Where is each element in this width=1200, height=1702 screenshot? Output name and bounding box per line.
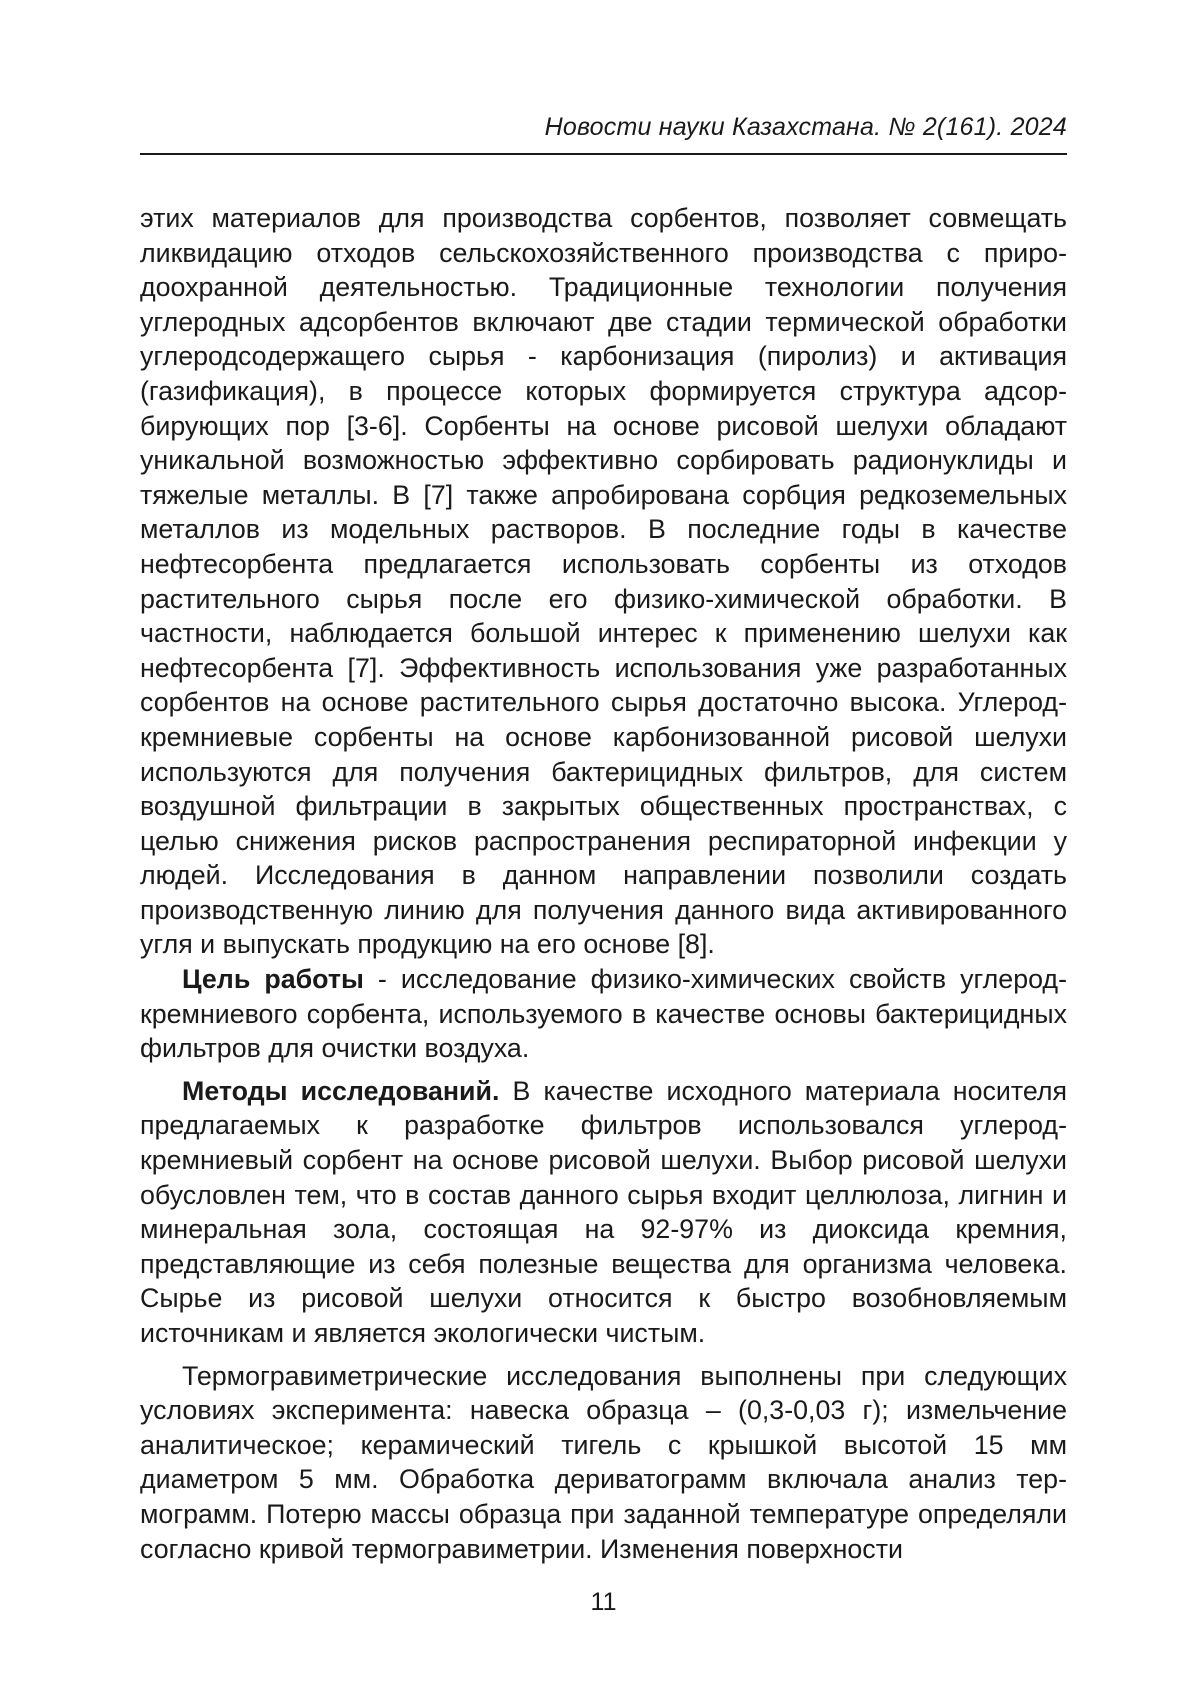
goal-text: - исследование физико-химических свойств угле­род-кремниевого сорбента, используемого в качестве основы бакте­рицидных фильтров для очистки воздуха.: [140, 964, 1067, 1063]
methods-text: В качестве исходного материала но­сителя предлагаемых к разработке фильтров использовался угле­род-кремниевый сорбент на основе рисовой шелухи. Выбор рисовой шелухи обусловлен тем, что в состав данного сырья входит целлюло­за, лигнин и минеральная зола, состоящая на 92-97% из диоксида кремния, представляющие из себя полезные вещества для организ­ма человека. Сырье из рисовой шелухи относится к быстро возобнов­ляемым источникам и является экологически чистым.: [140, 1076, 1067, 1348]
paragraph-sorbents: этих материалов для производства сорбентов, позволяет совмещать ликвидацию отходов сельскохозяйственного производства с приро­доохранной деятельностью. Традиционные технологии получения углеродных адсорбентов включают две стадии термической обработ­ки углеродсодержащего сырья - карбонизация (пиролиз) и активация (газификация), в процессе которых формируется структура адсор­бирующих пор [3-6]. Сорбенты на основе рисовой шелухи обладают уникальной возможностью эффективно сорбировать радионуклиды и тяжелые металлы. В [7] также апробирована сорбция редкоземель­ных металлов из модельных растворов. В последние годы в каче­стве нефтесорбента предлагается использовать сорбенты из отхо­дов растительного сырья после его физико-химической обработки. В частности, наблюдается большой интерес к применению шелухи как нефтесорбента [7]. Эффективность использования уже разработан­ных сорбентов на основе растительного сырья достаточно высока. Углерод-кремниевые сорбенты на основе карбонизованной рисовой шелухи используются для получения бактерицидных фильтров, для систем воздушной фильтрации в закрытых общественных простран­ствах, с целью снижения рисков распространения респираторной инфекции у людей. Исследования в данном направлении позволили создать производственную линию для получения данного вида акти­вированного угля и выпускать продукцию на его основе [8].: [140, 201, 1067, 962]
paragraph-thermogravimetry: Термогравиметрические исследования выполнены при следую­щих условиях эксперимента: навеска образца – (0,3-0,03 г); измель­чение аналитическое; керамический тигель с крышкой высотой 15 мм диаметром 5 мм. Обработка дериватограмм включала анализ тер­мограмм. Потерю массы образца при заданной температуре опре­деляли согласно кривой термогравиметрии. Изменения поверхности: [140, 1359, 1067, 1567]
goal-label: Цель работы: [182, 964, 364, 994]
article-body: [140, 201, 1067, 1566]
methods-label: Методы исследований.: [182, 1076, 499, 1106]
running-header: Новости науки Казахстана. № 2(161). 2024: [140, 112, 1067, 142]
paragraph-goal: [140, 962, 1067, 1066]
header-rule: [140, 153, 1067, 155]
paragraph-methods: [140, 1074, 1067, 1351]
page-number: 11: [140, 1587, 1067, 1617]
